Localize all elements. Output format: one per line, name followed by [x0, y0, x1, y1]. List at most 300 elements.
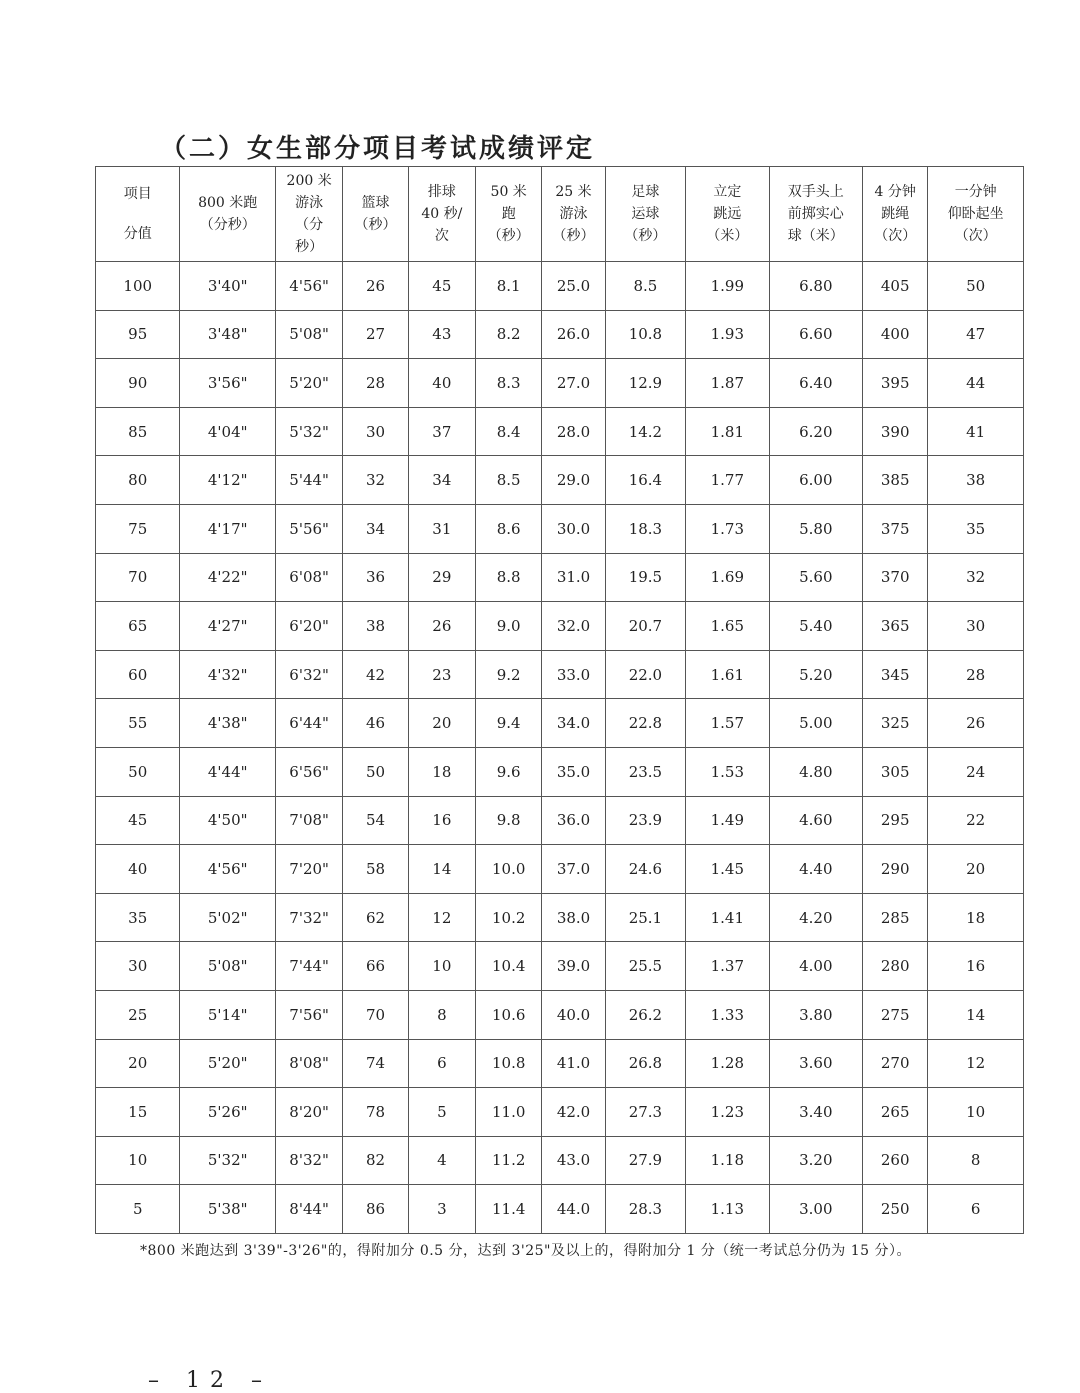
value-cell: 10.2 [476, 893, 542, 942]
table-header-row [96, 167, 1024, 262]
value-cell: 4.40 [769, 845, 863, 894]
value-cell: 6.00 [769, 456, 863, 505]
value-cell: 1.99 [686, 262, 769, 311]
value-cell: 4'22" [180, 553, 276, 602]
value-cell: 1.18 [686, 1136, 769, 1185]
value-cell: 305 [863, 747, 928, 796]
table-row [96, 456, 1024, 505]
value-cell: 42 [343, 650, 408, 699]
value-cell: 43.0 [542, 1136, 605, 1185]
value-cell: 4'44" [180, 747, 276, 796]
value-cell: 35 [928, 504, 1024, 553]
value-cell: 405 [863, 262, 928, 311]
value-cell: 9.0 [476, 602, 542, 651]
value-cell: 27 [343, 310, 408, 359]
value-cell: 9.6 [476, 747, 542, 796]
table-row [96, 747, 1024, 796]
value-cell: 5'08" [275, 310, 342, 359]
column-header [605, 167, 685, 262]
value-cell: 285 [863, 893, 928, 942]
value-cell: 34.0 [542, 699, 605, 748]
score-cell: 55 [96, 699, 180, 748]
value-cell: 280 [863, 942, 928, 991]
table-row [96, 1136, 1024, 1185]
column-header-line: （米） [706, 228, 749, 244]
score-cell: 90 [96, 359, 180, 408]
value-cell: 46 [343, 699, 408, 748]
score-cell: 25 [96, 990, 180, 1039]
column-header-line: 仰卧起坐 [947, 206, 1004, 222]
value-cell: 26.2 [605, 990, 685, 1039]
table-row [96, 796, 1024, 845]
value-cell: 23.5 [605, 747, 685, 796]
value-cell: 1.57 [686, 699, 769, 748]
column-header [928, 167, 1024, 262]
value-cell: 8.5 [605, 262, 685, 311]
value-cell: 8.6 [476, 504, 542, 553]
value-cell: 14 [408, 845, 475, 894]
value-cell: 22 [928, 796, 1024, 845]
value-cell: 10.6 [476, 990, 542, 1039]
score-cell: 50 [96, 747, 180, 796]
value-cell: 27.0 [542, 359, 605, 408]
value-cell: 23 [408, 650, 475, 699]
column-header [863, 167, 928, 262]
value-cell: 4'56" [275, 262, 342, 311]
value-cell: 30.0 [542, 504, 605, 553]
table-row [96, 407, 1024, 456]
value-cell: 5'32" [180, 1136, 276, 1185]
table-row [96, 262, 1024, 311]
table-row [96, 699, 1024, 748]
value-cell: 44 [928, 359, 1024, 408]
column-header-line: 4 分钟 [874, 184, 916, 200]
column-header-line: 50 米 [490, 184, 527, 200]
value-cell: 29 [408, 553, 475, 602]
value-cell: 3'40" [180, 262, 276, 311]
value-cell: 30 [928, 602, 1024, 651]
value-cell: 3.60 [769, 1039, 863, 1088]
value-cell: 58 [343, 845, 408, 894]
value-cell: 25.0 [542, 262, 605, 311]
value-cell: 33.0 [542, 650, 605, 699]
value-cell: 41.0 [542, 1039, 605, 1088]
table-row [96, 893, 1024, 942]
value-cell: 1.23 [686, 1088, 769, 1137]
value-cell: 3.40 [769, 1088, 863, 1137]
column-header [408, 167, 475, 262]
value-cell: 8'08" [275, 1039, 342, 1088]
value-cell: 12 [928, 1039, 1024, 1088]
value-cell: 11.0 [476, 1088, 542, 1137]
value-cell: 32 [343, 456, 408, 505]
value-cell: 5'08" [180, 942, 276, 991]
value-cell: 26.8 [605, 1039, 685, 1088]
value-cell: 4'32" [180, 650, 276, 699]
value-cell: 37 [408, 407, 475, 456]
value-cell: 9.2 [476, 650, 542, 699]
value-cell: 6 [408, 1039, 475, 1088]
column-header-line: （秒） [354, 217, 397, 233]
score-cell: 70 [96, 553, 180, 602]
table-row [96, 553, 1024, 602]
value-cell: 3.20 [769, 1136, 863, 1185]
column-header-line: 篮球 [361, 195, 390, 211]
value-cell: 14.2 [605, 407, 685, 456]
column-header-line: （次） [874, 228, 917, 244]
value-cell: 4'04" [180, 407, 276, 456]
value-cell: 1.13 [686, 1185, 769, 1234]
column-header [769, 167, 863, 262]
column-header-line: 跑 [501, 206, 516, 222]
table-row [96, 602, 1024, 651]
value-cell: 36.0 [542, 796, 605, 845]
value-cell: 27.9 [605, 1136, 685, 1185]
column-header-line: 25 米 [555, 184, 592, 200]
column-header-line: 跳绳 [881, 206, 910, 222]
column-header [542, 167, 605, 262]
value-cell: 9.8 [476, 796, 542, 845]
value-cell: 260 [863, 1136, 928, 1185]
value-cell: 26 [408, 602, 475, 651]
value-cell: 5.00 [769, 699, 863, 748]
table-row [96, 1039, 1024, 1088]
score-cell: 65 [96, 602, 180, 651]
value-cell: 7'08" [275, 796, 342, 845]
value-cell: 8'44" [275, 1185, 342, 1234]
value-cell: 1.87 [686, 359, 769, 408]
column-header-line: （分 [295, 217, 324, 233]
value-cell: 38.0 [542, 893, 605, 942]
value-cell: 8.3 [476, 359, 542, 408]
value-cell: 10.8 [476, 1039, 542, 1088]
value-cell: 1.49 [686, 796, 769, 845]
footnote: *800 米跑达到 3'39"-3'26"的，得附加分 0.5 分，达到 3'25"及以上的，得附加分 1 分（统一考试总分仍为 15 分）。 [140, 1243, 912, 1259]
score-cell: 85 [96, 407, 180, 456]
table-row [96, 990, 1024, 1039]
value-cell: 6'08" [275, 553, 342, 602]
value-cell: 66 [343, 942, 408, 991]
value-cell: 6'56" [275, 747, 342, 796]
column-header-line: （秒） [487, 228, 530, 244]
value-cell: 4'17" [180, 504, 276, 553]
table-row [96, 310, 1024, 359]
value-cell: 8.2 [476, 310, 542, 359]
value-cell: 28 [928, 650, 1024, 699]
value-cell: 16 [928, 942, 1024, 991]
score-cell: 5 [96, 1185, 180, 1234]
value-cell: 5.60 [769, 553, 863, 602]
value-cell: 7'56" [275, 990, 342, 1039]
column-header-line: 次 [434, 228, 449, 244]
value-cell: 295 [863, 796, 928, 845]
value-cell: 10.0 [476, 845, 542, 894]
value-cell: 42.0 [542, 1088, 605, 1137]
value-cell: 5'20" [275, 359, 342, 408]
column-header-line: 800 米跑 [198, 195, 258, 211]
value-cell: 7'20" [275, 845, 342, 894]
column-header-line: （秒） [624, 228, 667, 244]
header-corner [96, 167, 180, 262]
value-cell: 9.4 [476, 699, 542, 748]
value-cell: 36 [343, 553, 408, 602]
value-cell: 3.80 [769, 990, 863, 1039]
column-header-line: 40 秒/ [421, 206, 463, 222]
value-cell: 8 [928, 1136, 1024, 1185]
value-cell: 18.3 [605, 504, 685, 553]
value-cell: 6'44" [275, 699, 342, 748]
page-number: – 12 – [148, 1368, 272, 1393]
value-cell: 19.5 [605, 553, 685, 602]
value-cell: 8.5 [476, 456, 542, 505]
value-cell: 30 [343, 407, 408, 456]
value-cell: 4.00 [769, 942, 863, 991]
value-cell: 4'38" [180, 699, 276, 748]
value-cell: 74 [343, 1039, 408, 1088]
table-row [96, 942, 1024, 991]
value-cell: 24.6 [605, 845, 685, 894]
column-header [180, 167, 276, 262]
table-row [96, 650, 1024, 699]
value-cell: 365 [863, 602, 928, 651]
value-cell: 1.69 [686, 553, 769, 602]
value-cell: 7'44" [275, 942, 342, 991]
table-row [96, 1088, 1024, 1137]
column-header [686, 167, 769, 262]
value-cell: 39.0 [542, 942, 605, 991]
column-header-line: 一分钟 [954, 184, 997, 200]
value-cell: 47 [928, 310, 1024, 359]
value-cell: 4 [408, 1136, 475, 1185]
value-cell: 325 [863, 699, 928, 748]
value-cell: 62 [343, 893, 408, 942]
value-cell: 5'56" [275, 504, 342, 553]
value-cell: 5'44" [275, 456, 342, 505]
value-cell: 34 [343, 504, 408, 553]
value-cell: 44.0 [542, 1185, 605, 1234]
column-header-line: 足球 [631, 184, 660, 200]
value-cell: 6.40 [769, 359, 863, 408]
value-cell: 10 [928, 1088, 1024, 1137]
value-cell: 10.4 [476, 942, 542, 991]
value-cell: 18 [408, 747, 475, 796]
column-header-line: （次） [954, 228, 997, 244]
value-cell: 37.0 [542, 845, 605, 894]
value-cell: 20.7 [605, 602, 685, 651]
value-cell: 11.2 [476, 1136, 542, 1185]
value-cell: 4'27" [180, 602, 276, 651]
column-header [275, 167, 342, 262]
value-cell: 1.28 [686, 1039, 769, 1088]
value-cell: 1.93 [686, 310, 769, 359]
column-header [476, 167, 542, 262]
value-cell: 6.80 [769, 262, 863, 311]
score-cell: 45 [96, 796, 180, 845]
header-corner-bottom: 分值 [123, 226, 152, 242]
value-cell: 6'32" [275, 650, 342, 699]
value-cell: 28.3 [605, 1185, 685, 1234]
score-cell: 35 [96, 893, 180, 942]
value-cell: 32.0 [542, 602, 605, 651]
value-cell: 5.20 [769, 650, 863, 699]
value-cell: 6.20 [769, 407, 863, 456]
value-cell: 25.1 [605, 893, 685, 942]
value-cell: 10 [408, 942, 475, 991]
value-cell: 370 [863, 553, 928, 602]
value-cell: 4'12" [180, 456, 276, 505]
value-cell: 14 [928, 990, 1024, 1039]
value-cell: 12.9 [605, 359, 685, 408]
value-cell: 6 [928, 1185, 1024, 1234]
value-cell: 11.4 [476, 1185, 542, 1234]
value-cell: 4.80 [769, 747, 863, 796]
value-cell: 5'20" [180, 1039, 276, 1088]
value-cell: 1.33 [686, 990, 769, 1039]
value-cell: 26 [343, 262, 408, 311]
value-cell: 31 [408, 504, 475, 553]
value-cell: 4'50" [180, 796, 276, 845]
value-cell: 6.60 [769, 310, 863, 359]
value-cell: 26 [928, 699, 1024, 748]
value-cell: 82 [343, 1136, 408, 1185]
value-cell: 16.4 [605, 456, 685, 505]
value-cell: 20 [928, 845, 1024, 894]
column-header-line: 排球 [427, 184, 456, 200]
column-header-line: 游泳 [295, 195, 324, 211]
value-cell: 32 [928, 553, 1024, 602]
value-cell: 70 [343, 990, 408, 1039]
value-cell: 1.41 [686, 893, 769, 942]
value-cell: 40.0 [542, 990, 605, 1039]
table-row [96, 1185, 1024, 1234]
score-cell: 95 [96, 310, 180, 359]
value-cell: 250 [863, 1185, 928, 1234]
value-cell: 1.53 [686, 747, 769, 796]
value-cell: 5.40 [769, 602, 863, 651]
value-cell: 3 [408, 1185, 475, 1234]
table-row [96, 845, 1024, 894]
column-header-line: 游泳 [559, 206, 588, 222]
value-cell: 25.5 [605, 942, 685, 991]
value-cell: 12 [408, 893, 475, 942]
value-cell: 8.4 [476, 407, 542, 456]
score-cell: 80 [96, 456, 180, 505]
value-cell: 385 [863, 456, 928, 505]
value-cell: 270 [863, 1039, 928, 1088]
value-cell: 8.8 [476, 553, 542, 602]
column-header-line: 跳远 [713, 206, 742, 222]
value-cell: 40 [408, 359, 475, 408]
value-cell: 6'20" [275, 602, 342, 651]
value-cell: 31.0 [542, 553, 605, 602]
value-cell: 390 [863, 407, 928, 456]
value-cell: 4'56" [180, 845, 276, 894]
value-cell: 50 [343, 747, 408, 796]
value-cell: 16 [408, 796, 475, 845]
value-cell: 290 [863, 845, 928, 894]
score-cell: 60 [96, 650, 180, 699]
value-cell: 27.3 [605, 1088, 685, 1137]
table-row [96, 504, 1024, 553]
table-body [96, 262, 1024, 1234]
value-cell: 38 [928, 456, 1024, 505]
value-cell: 265 [863, 1088, 928, 1137]
value-cell: 1.37 [686, 942, 769, 991]
score-cell: 40 [96, 845, 180, 894]
value-cell: 345 [863, 650, 928, 699]
value-cell: 8.1 [476, 262, 542, 311]
value-cell: 1.77 [686, 456, 769, 505]
column-header-line: （分秒） [199, 217, 256, 233]
value-cell: 7'32" [275, 893, 342, 942]
value-cell: 3.00 [769, 1185, 863, 1234]
column-header-line: （秒） [552, 228, 595, 244]
value-cell: 18 [928, 893, 1024, 942]
value-cell: 10.8 [605, 310, 685, 359]
page-title: （二）女生部分项目考试成绩评定 [160, 134, 596, 164]
value-cell: 1.73 [686, 504, 769, 553]
value-cell: 5'32" [275, 407, 342, 456]
value-cell: 400 [863, 310, 928, 359]
score-table [95, 166, 1024, 1234]
score-cell: 75 [96, 504, 180, 553]
value-cell: 35.0 [542, 747, 605, 796]
value-cell: 3'48" [180, 310, 276, 359]
score-cell: 20 [96, 1039, 180, 1088]
value-cell: 375 [863, 504, 928, 553]
score-cell: 30 [96, 942, 180, 991]
value-cell: 395 [863, 359, 928, 408]
value-cell: 22.0 [605, 650, 685, 699]
value-cell: 5'02" [180, 893, 276, 942]
value-cell: 34 [408, 456, 475, 505]
value-cell: 5.80 [769, 504, 863, 553]
value-cell: 1.61 [686, 650, 769, 699]
value-cell: 86 [343, 1185, 408, 1234]
value-cell: 3'56" [180, 359, 276, 408]
value-cell: 78 [343, 1088, 408, 1137]
score-cell: 10 [96, 1136, 180, 1185]
column-header-line: 200 米 [286, 173, 332, 189]
value-cell: 54 [343, 796, 408, 845]
value-cell: 8'32" [275, 1136, 342, 1185]
value-cell: 5'26" [180, 1088, 276, 1137]
value-cell: 4.60 [769, 796, 863, 845]
value-cell: 275 [863, 990, 928, 1039]
value-cell: 45 [408, 262, 475, 311]
score-cell: 100 [96, 262, 180, 311]
header-corner-top: 项目 [123, 186, 152, 202]
value-cell: 8'20" [275, 1088, 342, 1137]
column-header-line: 立定 [713, 184, 742, 200]
column-header-line: 双手头上 [787, 184, 844, 200]
value-cell: 4.20 [769, 893, 863, 942]
value-cell: 28.0 [542, 407, 605, 456]
value-cell: 23.9 [605, 796, 685, 845]
value-cell: 22.8 [605, 699, 685, 748]
value-cell: 28 [343, 359, 408, 408]
value-cell: 50 [928, 262, 1024, 311]
value-cell: 5 [408, 1088, 475, 1137]
column-header-line: 球（米） [787, 228, 844, 244]
value-cell: 1.45 [686, 845, 769, 894]
value-cell: 38 [343, 602, 408, 651]
value-cell: 26.0 [542, 310, 605, 359]
value-cell: 29.0 [542, 456, 605, 505]
column-header [343, 167, 408, 262]
value-cell: 1.65 [686, 602, 769, 651]
value-cell: 8 [408, 990, 475, 1039]
